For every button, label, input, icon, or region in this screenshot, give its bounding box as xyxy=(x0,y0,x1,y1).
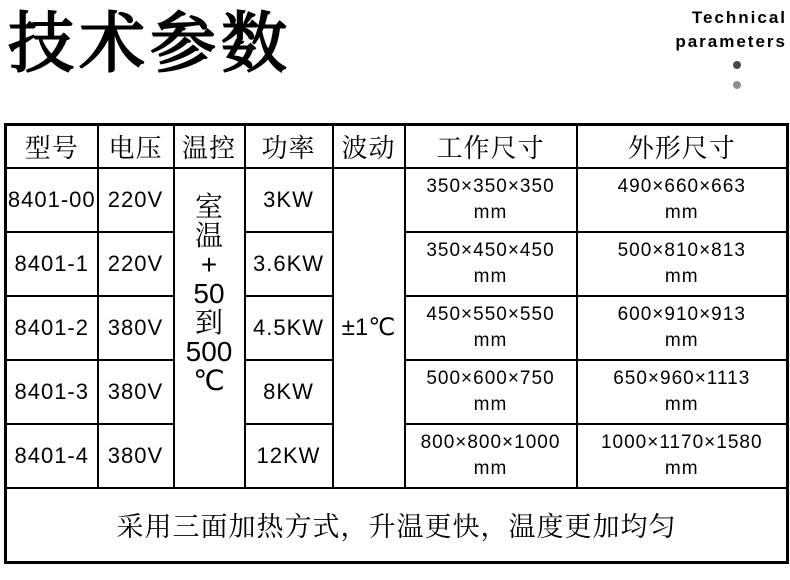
cell-work-size: 450×550×550 mm xyxy=(405,296,577,360)
cell-model: 8401-1 xyxy=(6,232,98,296)
temp-control-vertical-text: 室 温 + 50 到 500 ℃ xyxy=(185,191,233,396)
cell-outer-size: 490×660×663 mm xyxy=(577,168,788,232)
unit-label: mm xyxy=(664,457,699,479)
unit-label: mm xyxy=(473,201,508,223)
page-title: 技术参数 xyxy=(8,6,292,80)
cell-voltage: 380V xyxy=(98,424,174,488)
footer-note: 采用三面加热方式，升温更快，温度更加均匀 xyxy=(6,488,788,563)
cell-fluctuation: ±1℃ xyxy=(333,168,405,488)
unit-label: mm xyxy=(664,393,699,415)
cell-outer-size: 600×910×913 mm xyxy=(577,296,788,360)
column-header-power: 功率 xyxy=(245,125,333,168)
cell-outer-size: 650×960×1113 mm xyxy=(577,360,788,424)
unit-label: mm xyxy=(473,457,508,479)
unit-label: mm xyxy=(664,265,699,287)
cell-voltage: 380V xyxy=(98,360,174,424)
table-footer-row xyxy=(6,488,788,563)
cell-model: 8401-4 xyxy=(6,424,98,488)
column-header-voltage: 电压 xyxy=(98,125,174,168)
column-header-temp-control: 温控 xyxy=(174,125,245,168)
spec-table xyxy=(4,123,789,564)
cell-model: 8401-2 xyxy=(6,296,98,360)
cell-voltage: 380V xyxy=(98,296,174,360)
cell-model: 8401-00 xyxy=(6,168,98,232)
decor-dot-top-icon xyxy=(733,61,741,69)
cell-outer-size: 500×810×813 mm xyxy=(577,232,788,296)
unit-label: mm xyxy=(664,329,699,351)
unit-label: mm xyxy=(473,393,508,415)
cell-power: 3.6KW xyxy=(245,232,333,296)
table-row xyxy=(6,168,788,232)
column-header-work-size: 工作尺寸 xyxy=(405,125,577,168)
cell-outer-size: 1000×1170×1580 mm xyxy=(577,424,788,488)
column-header-fluctuation: 波动 xyxy=(333,125,405,168)
table-header-row xyxy=(6,125,788,168)
cell-work-size: 350×450×450 mm xyxy=(405,232,577,296)
cell-work-size: 500×600×750 mm xyxy=(405,360,577,424)
cell-work-size: 800×800×1000 mm xyxy=(405,424,577,488)
page-title-english xyxy=(675,6,787,54)
cell-power: 4.5KW xyxy=(245,296,333,360)
cell-temp-control xyxy=(174,168,245,488)
cell-power: 8KW xyxy=(245,360,333,424)
column-header-model: 型号 xyxy=(6,125,98,168)
unit-label: mm xyxy=(473,265,508,287)
cell-power: 3KW xyxy=(245,168,333,232)
cell-power: 12KW xyxy=(245,424,333,488)
cell-voltage: 220V xyxy=(98,232,174,296)
unit-label: mm xyxy=(473,329,508,351)
cell-voltage: 220V xyxy=(98,168,174,232)
decor-dot-bottom-icon xyxy=(733,81,741,89)
cell-work-size: 350×350×350 mm xyxy=(405,168,577,232)
decor-dots xyxy=(733,61,741,101)
page-title-english-line1: Technical xyxy=(691,8,787,27)
page-title-english-line2: parameters xyxy=(675,32,787,51)
cell-model: 8401-3 xyxy=(6,360,98,424)
column-header-outer-size: 外形尺寸 xyxy=(577,125,788,168)
unit-label: mm xyxy=(664,201,699,223)
